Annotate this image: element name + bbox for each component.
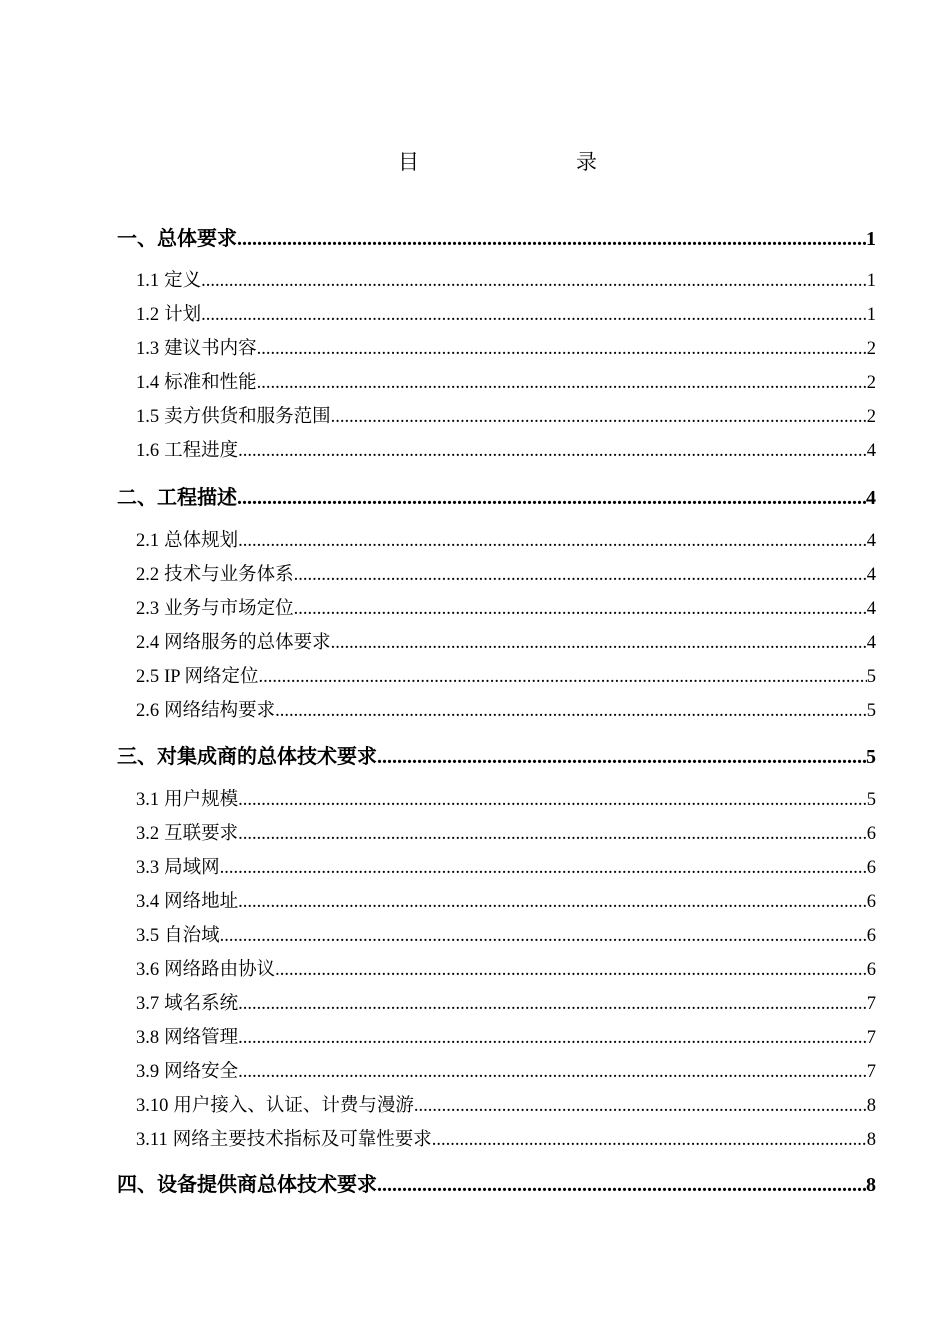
section-title: 网络路由协议 xyxy=(164,960,276,980)
chapter-number: 二、 xyxy=(117,487,157,509)
dot-leader xyxy=(432,1130,867,1151)
section-title: 标准和性能 xyxy=(164,373,257,393)
chapter-title: 设备提供商总体技术要求 xyxy=(157,1174,377,1196)
dot-leader xyxy=(238,892,867,913)
chapter-number: 四、 xyxy=(117,1174,157,1196)
section-title: 计划 xyxy=(164,305,202,325)
section-title: 网络地址 xyxy=(164,892,239,912)
toc-section-3-9[interactable] xyxy=(136,1057,876,1083)
section-page-number: 6 xyxy=(866,858,876,878)
dot-leader xyxy=(294,599,867,620)
dot-leader xyxy=(377,1174,866,1197)
section-number: 3.3 xyxy=(136,858,160,878)
section-title: 互联要求 xyxy=(164,824,239,844)
toc-section-1-4[interactable] xyxy=(136,368,876,394)
toc-section-2-4[interactable] xyxy=(136,628,876,654)
chapter-page-number: 5 xyxy=(866,746,876,768)
chapter-page-number: 4 xyxy=(866,487,876,509)
section-title: 总体规划 xyxy=(164,531,239,551)
dot-leader xyxy=(238,1062,867,1083)
section-number: 3.4 xyxy=(136,892,160,912)
toc-section-2-1[interactable] xyxy=(136,526,876,552)
dot-leader xyxy=(201,271,867,292)
section-title: 网络服务的总体要求 xyxy=(164,633,331,653)
section-number: 3.9 xyxy=(136,1062,160,1082)
section-number: 3.5 xyxy=(136,926,160,946)
dot-leader xyxy=(257,373,867,394)
dot-leader xyxy=(414,1096,867,1117)
toc-section-1-5[interactable] xyxy=(136,402,876,428)
dot-leader xyxy=(238,994,867,1015)
section-number: 3.6 xyxy=(136,960,160,980)
dot-leader xyxy=(257,339,867,360)
dot-leader xyxy=(237,228,866,251)
dot-leader xyxy=(294,565,867,586)
toc-chapter-2[interactable] xyxy=(117,481,876,509)
section-title: 用户规模 xyxy=(164,790,239,810)
chapter-number: 三、 xyxy=(117,746,157,768)
dot-leader xyxy=(220,858,867,879)
section-number: 3.7 xyxy=(136,994,160,1014)
dot-leader xyxy=(377,746,866,769)
section-number: 3.2 xyxy=(136,824,160,844)
toc-chapter-4[interactable] xyxy=(117,1168,876,1196)
section-page-number: 6 xyxy=(866,960,876,980)
section-page-number: 6 xyxy=(866,892,876,912)
section-page-number: 4 xyxy=(866,441,876,461)
section-title: 业务与市场定位 xyxy=(164,599,294,619)
section-number: 1.5 xyxy=(136,407,160,427)
section-number: 2.1 xyxy=(136,531,160,551)
toc-section-1-2[interactable] xyxy=(136,300,876,326)
toc-section-2-6[interactable] xyxy=(136,696,876,722)
toc-section-3-7[interactable] xyxy=(136,989,876,1015)
section-page-number: 5 xyxy=(866,701,876,721)
section-title: 域名系统 xyxy=(164,994,239,1014)
dot-leader xyxy=(238,824,867,845)
toc-chapter-1[interactable] xyxy=(117,222,876,250)
section-page-number: 1 xyxy=(866,305,876,325)
section-page-number: 4 xyxy=(866,531,876,551)
toc-title xyxy=(0,146,950,176)
toc-section-2-2[interactable] xyxy=(136,560,876,586)
toc-section-3-5[interactable] xyxy=(136,921,876,947)
toc-section-2-5[interactable] xyxy=(136,662,876,688)
section-title: 自治域 xyxy=(164,926,220,946)
dot-leader xyxy=(238,441,867,462)
chapter-page-number: 8 xyxy=(866,1174,876,1196)
toc-section-1-3[interactable] xyxy=(136,334,876,360)
toc-section-3-6[interactable] xyxy=(136,955,876,981)
section-page-number: 8 xyxy=(866,1096,876,1116)
section-page-number: 7 xyxy=(866,1062,876,1082)
section-number: 2.4 xyxy=(136,633,160,653)
section-page-number: 2 xyxy=(866,339,876,359)
toc-section-3-4[interactable] xyxy=(136,887,876,913)
section-number: 1.4 xyxy=(136,373,160,393)
section-page-number: 7 xyxy=(866,1028,876,1048)
toc-section-1-6[interactable] xyxy=(136,436,876,462)
section-page-number: 2 xyxy=(866,407,876,427)
section-number: 1.2 xyxy=(136,305,160,325)
section-number: 1.1 xyxy=(136,271,160,291)
section-number: 1.3 xyxy=(136,339,160,359)
dot-leader xyxy=(238,1028,867,1049)
section-number: 3.1 xyxy=(136,790,160,810)
section-title: 网络结构要求 xyxy=(164,701,276,721)
toc-chapter-3[interactable] xyxy=(117,740,876,768)
section-title: 网络主要技术指标及可靠性要求 xyxy=(172,1130,432,1150)
chapter-title: 对集成商的总体技术要求 xyxy=(157,746,377,768)
toc-title-part1: 目 xyxy=(398,150,419,174)
section-page-number: 7 xyxy=(866,994,876,1014)
section-title: 网络管理 xyxy=(164,1028,239,1048)
section-title: 局域网 xyxy=(164,858,220,878)
section-page-number: 6 xyxy=(866,824,876,844)
dot-leader xyxy=(259,667,867,688)
section-title: IP 网络定位 xyxy=(164,667,259,687)
chapter-title: 总体要求 xyxy=(157,228,237,250)
dot-leader xyxy=(275,960,867,981)
toc-section-3-1[interactable] xyxy=(136,785,876,811)
section-page-number: 4 xyxy=(866,633,876,653)
toc-section-3-11[interactable] xyxy=(136,1125,876,1151)
section-page-number: 2 xyxy=(866,373,876,393)
section-page-number: 4 xyxy=(866,599,876,619)
dot-leader xyxy=(238,790,867,811)
section-title: 工程进度 xyxy=(164,441,239,461)
section-number: 3.8 xyxy=(136,1028,160,1048)
section-number: 1.6 xyxy=(136,441,160,461)
toc-section-2-3[interactable] xyxy=(136,594,876,620)
section-title: 卖方供货和服务范围 xyxy=(164,407,331,427)
section-number: 2.5 xyxy=(136,667,160,687)
section-title: 网络安全 xyxy=(164,1062,239,1082)
toc-section-3-3[interactable] xyxy=(136,853,876,879)
section-page-number: 8 xyxy=(866,1130,876,1150)
section-number: 3.11 xyxy=(136,1130,168,1150)
dot-leader xyxy=(220,926,867,947)
section-number: 2.3 xyxy=(136,599,160,619)
section-number: 2.6 xyxy=(136,701,160,721)
section-title: 建议书内容 xyxy=(164,339,257,359)
toc-section-3-10[interactable] xyxy=(136,1091,876,1117)
chapter-number: 一、 xyxy=(117,228,157,250)
toc-section-1-1[interactable] xyxy=(136,266,876,292)
section-page-number: 5 xyxy=(866,790,876,810)
dot-leader xyxy=(238,531,867,552)
toc-section-3-8[interactable] xyxy=(136,1023,876,1049)
section-number: 2.2 xyxy=(136,565,160,585)
dot-leader xyxy=(331,407,867,428)
chapter-title: 工程描述 xyxy=(157,487,237,509)
dot-leader xyxy=(201,305,867,326)
toc-section-3-2[interactable] xyxy=(136,819,876,845)
dot-leader xyxy=(275,701,867,722)
section-number: 3.10 xyxy=(136,1096,169,1116)
section-page-number: 1 xyxy=(866,271,876,291)
section-title: 用户接入、认证、计费与漫游 xyxy=(173,1096,414,1116)
section-page-number: 6 xyxy=(866,926,876,946)
section-title: 定义 xyxy=(164,271,202,291)
section-title: 技术与业务体系 xyxy=(164,565,294,585)
chapter-page-number: 1 xyxy=(866,228,876,250)
dot-leader xyxy=(331,633,867,654)
dot-leader xyxy=(237,487,866,510)
section-page-number: 5 xyxy=(866,667,876,687)
toc-title-part2: 录 xyxy=(576,150,597,174)
section-page-number: 4 xyxy=(866,565,876,585)
